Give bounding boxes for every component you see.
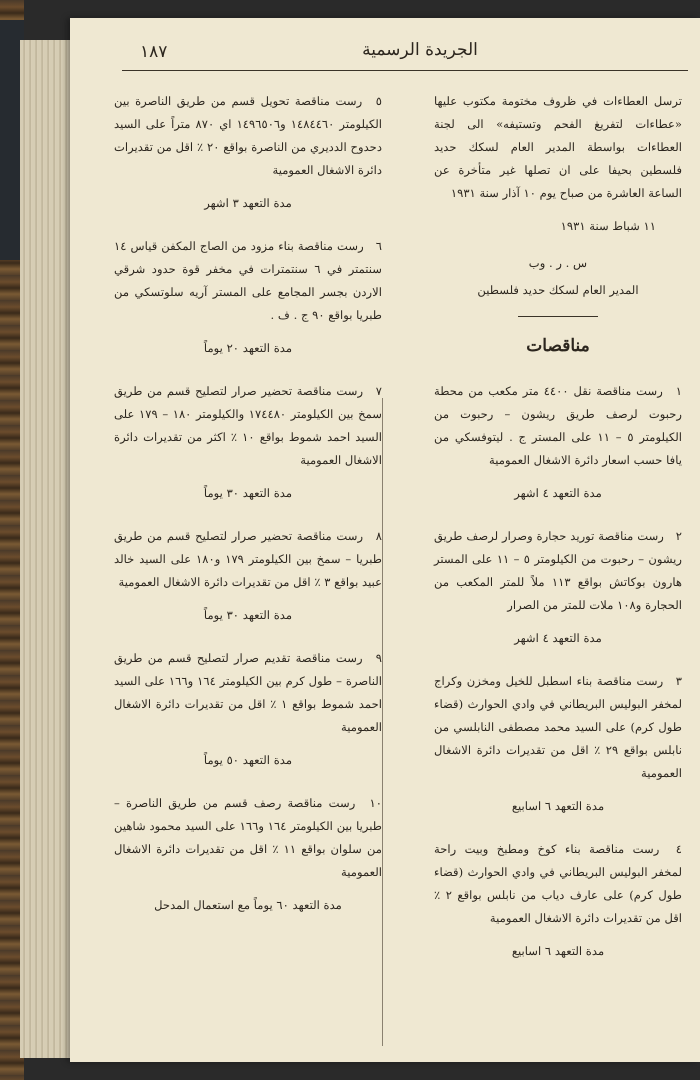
tender-item: [114, 235, 382, 327]
tender-item: [114, 90, 382, 182]
tender-text: رست مناقصة بناء مزود من الصاج المكفن قياس ١٤ سنتمتر في ٦ سنتمترات في مخفر قوة حدود شرقي الاردن بجسر المجامع على المستر آريه سلوتسكي من طبريا بواقع ٩٠ ج . ف .: [114, 239, 383, 322]
column-divider: [382, 398, 383, 1046]
tender-number: ١: [675, 384, 682, 398]
tender-item: [114, 380, 382, 472]
tender-duration: مدة التعهد ٦ اسابيع: [511, 799, 605, 813]
tender-text: رست مناقصة رصف قسم من طريق الناصرة – طبريا بين الكيلومتر ١٦٤ و١٦٦ على السيد محمود شاهين من سلوان بواقع ١١ ٪ اقل من تقديرات دائرة الاشغال العمومية: [114, 796, 383, 879]
tender-duration: مدة التعهد ٦ اسابيع: [511, 944, 605, 958]
tender-duration: مدة التعهد ٦٠ يوماً مع استعمال المدحل: [154, 898, 342, 912]
tender-item: [114, 647, 382, 739]
tender-duration: مدة التعهد ٣٠ يوماً: [203, 608, 293, 622]
notice-date: ١١ شباط سنة ١٩٣١: [560, 219, 656, 233]
tender-number: ٢: [675, 529, 682, 543]
tender-number: ٧: [375, 384, 382, 398]
tender-number: ١٠: [369, 796, 383, 810]
tender-item: [434, 525, 682, 617]
tender-text: رست مناقصة تقديم صرار لتصليح قسم من طريق الناصرة – طول كرم بين الكيلومتر ١٦٤ و١٦٦ على السيد احمد شموط بواقع ١ ٪ اقل من تقديرات دائرة الاشغال العمومية: [114, 651, 382, 734]
tender-number: ٣: [675, 674, 682, 688]
tender-item: [114, 525, 382, 594]
tender-duration: مدة التعهد ٢٠ يوماً: [203, 341, 293, 355]
tender-duration: مدة التعهد ٤ اشهر: [514, 486, 602, 500]
tender-duration: مدة التعهد ٣ اشهر: [204, 196, 292, 210]
section-title: مناقصات: [526, 336, 590, 356]
signature-initials: س . ر . وب: [528, 256, 588, 270]
signature-title: المدير العام لسكك حديد فلسطين: [477, 283, 639, 297]
gazette-page: [70, 18, 700, 1062]
tender-item: [114, 792, 382, 884]
tender-item: [434, 380, 682, 472]
tender-number: ٦: [375, 239, 383, 253]
tender-duration: مدة التعهد ٣٠ يوماً: [203, 486, 293, 500]
tender-number: ٨: [375, 529, 382, 543]
header-rule: [122, 70, 688, 71]
tender-duration: مدة التعهد ٥٠ يوماً: [203, 753, 293, 767]
tender-text: رست مناقصة تحويل قسم من طريق الناصرة بين الكيلومتر ١٤٨٤٤٦٠ و١٤٩٦٥٠٦ اي ٨٧٠ متراً على السيد دحدوح الدديري من الناصرة بواقع ٢٠ ٪ اقل من تقديرات دائرة الاشغال العمومية: [114, 94, 383, 177]
tender-text: رست مناقصة بناء كوخ ومطبخ وبيت راحة لمخفر البوليس البريطاني في وادي الحوارث (قضاء طول كرم) على عارف دياب من نابلس بواقع ٢ ٪ اقل من تقديرات دائرة الاشغال العمومية: [434, 842, 683, 925]
tender-item: [434, 838, 682, 930]
right-column: [434, 90, 682, 983]
journal-title: الجريدة الرسمية: [362, 40, 478, 60]
tender-number: ٩: [375, 651, 383, 665]
tender-duration: مدة التعهد ٤ اشهر: [514, 631, 602, 645]
tender-text: رست مناقصة تحضير صرار لتصليح قسم من طريق سمخ بين الكيلومتر ١٧٤٤٨٠ والكيلومتر ١٨٠ – ١٧٩ على السيد احمد شموط بواقع ١٠ ٪ اكثر من تقديرات دائرة الاشغال العمومية: [114, 384, 383, 467]
tender-text: رست مناقصة توريد حجارة وصرار لرصف طريق ريشون – رحبوت من الكيلومتر ٥ – ١١ على المستر هارون بوكاتش بواقع ١١٣ ملاً للمتر المكعب من الحجارة و١٠٨ ملات للمتر من الصرار: [434, 529, 683, 612]
tender-text: رست مناقصة بناء اسطبل للخيل ومخزن وكراج لمخفر البوليس البريطاني في وادي الحوارث (قضاء طول كرم) على السيد محمد مصطفى النابلسي من نابلس بواقع ٢٩ ٪ اقل من تقديرات دائرة الاشغال العمومية: [434, 674, 682, 780]
tender-number: ٤: [675, 842, 683, 856]
tender-text: رست مناقصة تحضير صرار لتصليح قسم من طريق طبريا – سمخ بين الكيلومتر ١٧٩ و١٨٠ على السيد خالد عبيد بواقع ٣ ٪ اقل من تقديرات دائرة الاشغال العمومية: [114, 529, 382, 589]
tender-notice-intro: ترسل العطاءات في ظروف مختومة مكتوب عليها «عطاءات لتفريغ الفحم وتستيفه» الى لجنة العطاءات بواسطة المدير العام لسكك حديد فلسطين بحيفا على ان تصلها غير متأخرة عن الساعة العاشرة من صباح يوم ١٠ آذار سنة ١٩٣١: [434, 94, 682, 200]
tender-item: [434, 670, 682, 785]
section-rule: [518, 316, 598, 317]
left-column: [114, 90, 382, 937]
tender-number: ٥: [375, 94, 382, 108]
tender-text: رست مناقصة نقل ٤٤٠٠ متر مكعب من محطة رحبوت لرصف طريق ريشون – رحبوت من الكيلومتر ٥ – ١١ على المستر ج . ليتوفسكي من يافا حسب اسعار دائرة الاشغال العمومية: [434, 384, 683, 467]
page-number: ١٨٧: [140, 42, 168, 62]
